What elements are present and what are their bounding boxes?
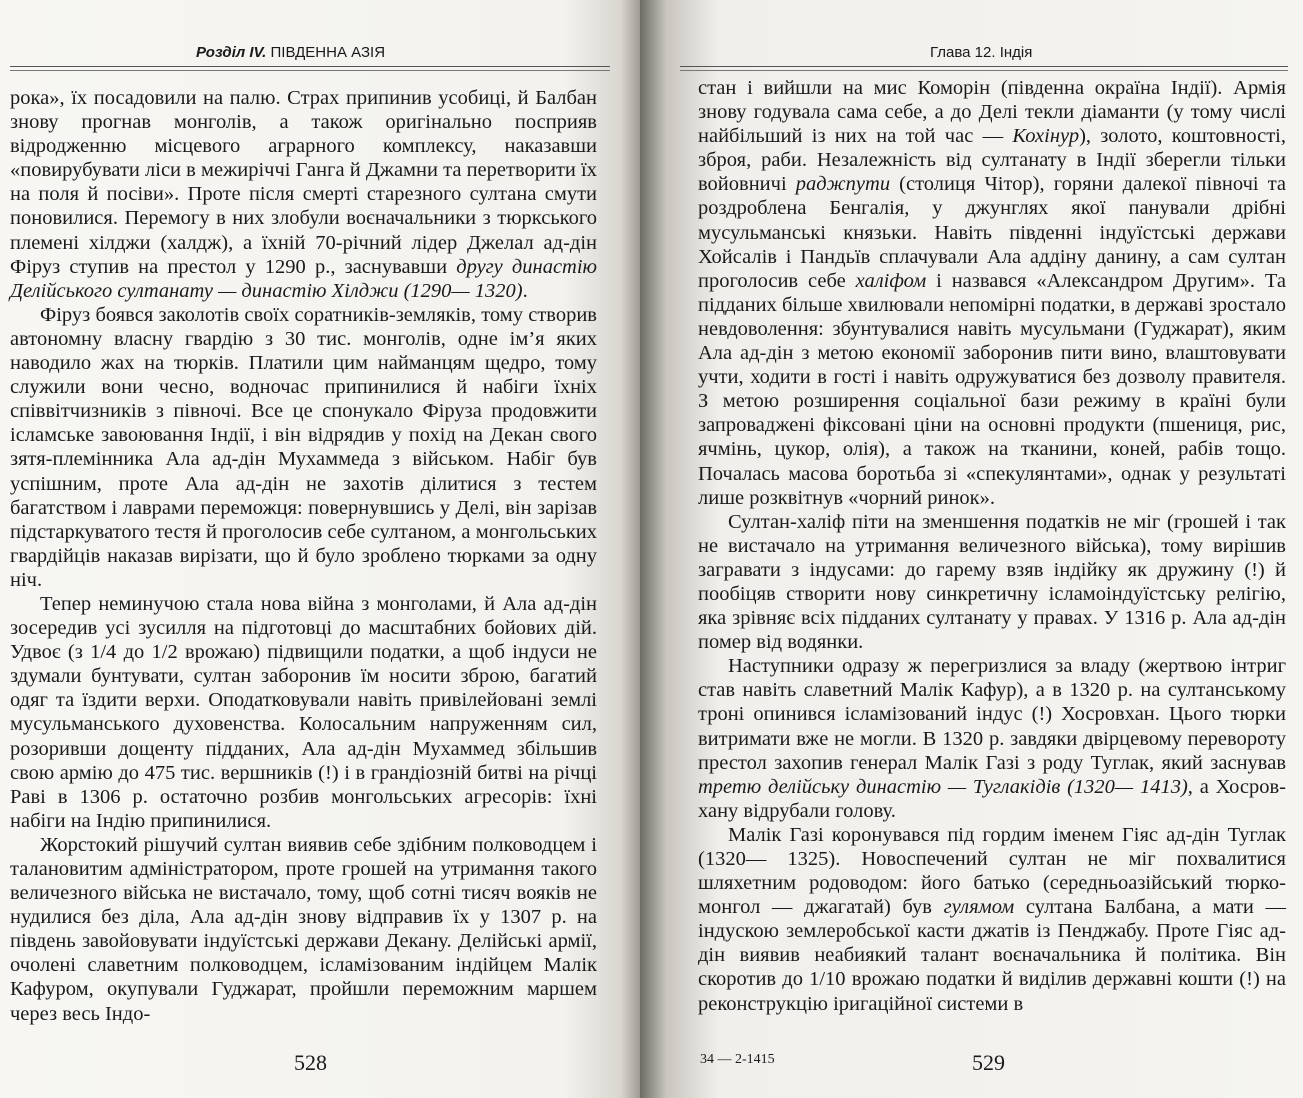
right-header-rule: [680, 66, 1288, 71]
left-paragraph: рока», їх посадовили на палю. Страх припинив усобиці, й Балбан знову прогнав монголів, а також оригінально посприяв відродженню місцевого аграрного комплексу, наказавши «повирубувати ліси в межиріччі Ганга й Джамни та перетворити їх на поля й посіви». Проте після смерті старезного султана смути поновилися. Перемогу в них злобули воєначальники з тюркського племені хілджи (халдж), а їхній 70-річний лідер Джелал ад-дін Фіруз ступив на престол у 1290 р., заснувавши другу династію Делійського султанату — династію Хілджи (1290— 1320).: [10, 87, 598, 302]
left-body-text: [10, 86, 597, 1026]
left-paragraph: Жорстокий рішучий султан виявив себе здібним полководцем і талановитим адміністратором, проте грошей на утримання такого величезного війська не вистачало, тому, щоб сотні тисяч вояків не нудилися без діла, Ала ад-дін знову відправив їх у 1307 р. на південь завойовувати індуїстські держави Декану. Делійські армії, очолені славетним полководцем, ісламізованим індійцем Малік Кафуром, окупували Гуджарат, пройшли переможним маршем через весь Індо-: [10, 833, 597, 1025]
right-page: [640, 0, 1303, 1098]
right-body-text: [698, 76, 1286, 1016]
left-running-header: [196, 44, 385, 61]
right-header-title: Глава 12. Індія: [930, 44, 1033, 61]
right-page-number: 529: [972, 1050, 1005, 1075]
right-paragraph: Наступники одразу ж перегризлися за владу (жертвою інтриг став навіть славетний Малік Кафур), а в 1320 р. на султанському троні опинився ісламізований індус (!) Хосровхан. Цього тюрки витримати вже не могли. В 1320 р. завдяки двірцевому перевороту престол захопив генерал Малік Газі з роду Туглак, який заснував третю делійську династію — Туглакідів (1320— 1413), а Хосров-хану відрубали голову.: [698, 655, 1287, 822]
left-header-rule: [10, 66, 610, 71]
left-paragraph: Фіруз боявся заколотів своїх соратників-земляків, тому створив автономну власну гвардію з 30 тис. монголів, одне ім’я яких наводило жах на тюрків. Платили цим найманцям щедро, тому служили вони чесно, водночас припинилися й набіги їхніх співвітчизників з півночі. Все це спонукало Фіруза продовжити ісламське завоювання Індії, і він відрядив у похід на Декан свого зятя-племінника Ала ад-дін Мухаммеда з військом. Набіг був успішним, проте Ала ад-дін не захотів ділитися з тестем багатством і лаврами переможця: повернувшись у Делі, він зарізав підстаркуватого тестя й проголосив себе султаном, а монгольських гвардійців наказав вирізати, що й було зроблено тюрками за одну ніч.: [10, 303, 597, 591]
left-page: [0, 0, 640, 1098]
right-paragraph: стан і вийшли на мис Коморін (південна окраїна Індії). Армія знову годувала сама себе, а до Делі текли діаманти (у тому числі найбільший із них на той час — Кохінур), золото, коштовності, зброя, раби. Незалежність від султанату в Індії зберегли тільки войовничі раджпути (столиця Чітор), горяни далекої півночі та роздроблена Бенгалія, у джунглях якої панували дрібні мусульманські князьки. Навіть південні індуїстські держави Хойсалів і Пандьїв сплачували Ала аддіну данину, а сам султан проголосив себе халіфом і назвався «Александром Другим». Та підданих більше хвилювали непомірні податки, в державі зростало невдоволення: збунтувалися навіть мусульмани (Гуджарат), яким Ала ад-дін з метою економії заборонив пити вино, влаштовувати учти, ходити в гості і навіть одружуватися без дозволу правителя. З метою розширення соціальної бази режиму в країні були запроваджені фіксовані ціни на основні продукти (пшениця, рис, ячмінь, цукор, олія), а також на тканини, коней, рабів тощо. Почалась масова боротьба зі «спекулянтами», однак у результаті лише розквітнув «чорний ринок».: [698, 77, 1287, 509]
left-header-title: ПІВДЕННА АЗІЯ: [270, 44, 386, 61]
left-header-chapter: Розділ IV.: [196, 44, 267, 61]
right-paragraph: Малік Газі коронувався під гордим іменем Гіяс ад-дін Туглак (1320— 1325). Новоспечений султан не міг похвалитися шляхетним родоводом: його батько (середньоазійський тюрко-монгол — джагатай) був гулямом султана Балбана, а мати — індускою землеробської касти джатів із Пенджабу. Проте Гіяс ад-дін виявив неабиякий талант воєначальника й політика. Він скоротив до 1/10 врожаю податки й виділив державні кошти (!) на реконструкцію іригаційної системи в: [698, 823, 1287, 1015]
left-page-number: 528: [294, 1050, 327, 1075]
printer-signature: 34 — 2-1415: [700, 1052, 775, 1067]
left-paragraph: Тепер неминучою стала нова війна з монголами, й Ала ад-дін зосередив усі зусилля на підготовці до масштабних бойових дій. Удвоє (з 1/4 до 1/2 врожаю) підвищили податки, а щоб індуси не здумали бунтувати, султан заборонив їм носити зброю, багатий одяг та їздити верхи. Оподатковували навіть привілейовані землі мусульманського духовенства. Колосальним напруженням сил, розоривши дощенту підданих, Ала ад-дін Мухаммед збільшив свою армію до 475 тис. вершників (!) і в грандіозній битві на річці Раві в 1306 р. остаточно розбив монгольських агресорів: їхні набіги на Індію припинилися.: [10, 592, 597, 832]
right-running-header: [930, 44, 1032, 61]
right-paragraph: Султан-халіф піти на зменшення податків не міг (грошей і так не вистачало на утримання величезного війська), тому вирішив загравати з індусами: до гарему взяв індійку як дружину (!) й пообіцяв створити нову синкретичну ісламоіндуїстську релігію, яка зрівняє всіх підданих султанату у правах. У 1316 р. Ала ад-дін помер від водянки.: [698, 510, 1286, 654]
